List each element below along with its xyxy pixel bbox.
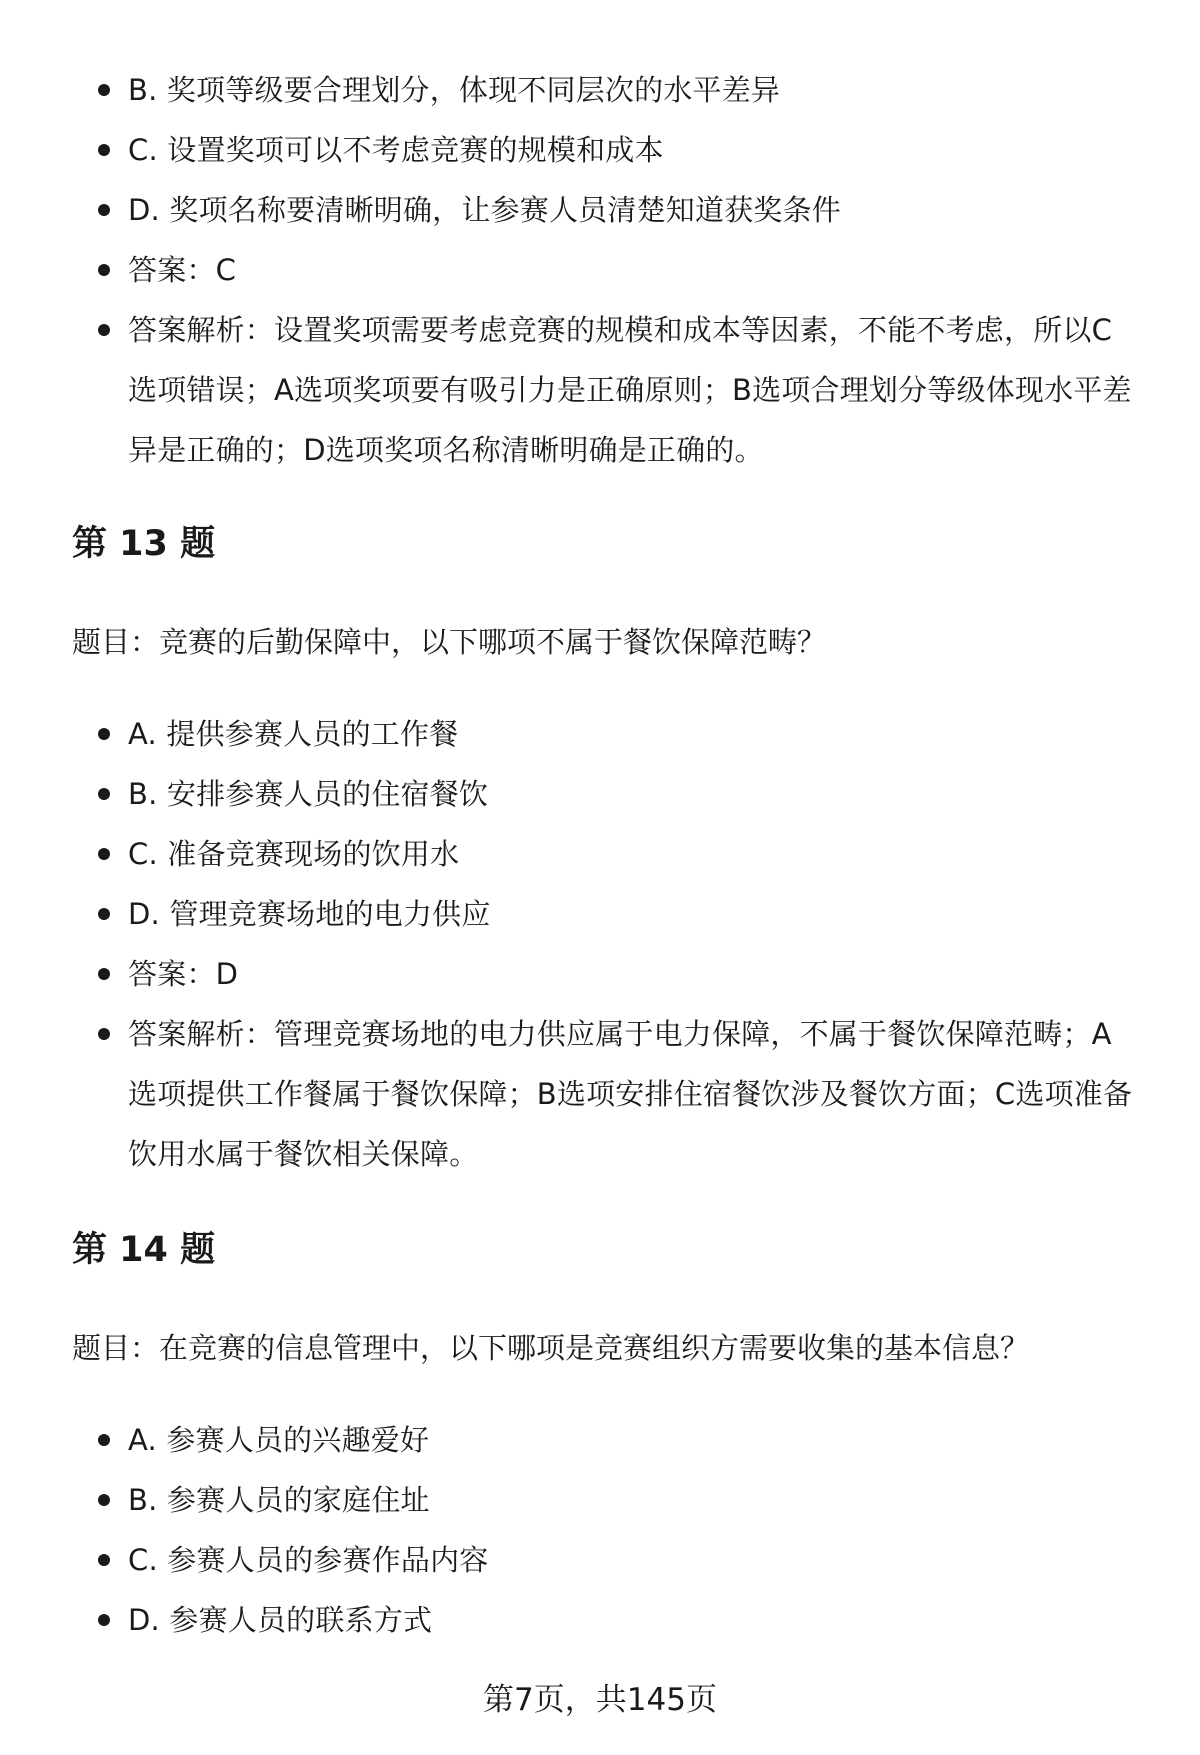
bullet-icon <box>98 848 110 860</box>
bullet-icon <box>98 908 110 920</box>
option-list <box>72 60 1162 480</box>
option-b: B. 参赛人员的家庭住址 <box>72 1470 1162 1530</box>
question-13-stem: 题目：竞赛的后勤保障中，以下哪项不属于餐饮保障范畴？ <box>72 625 827 659</box>
bullet-icon <box>98 144 110 156</box>
question-13-body <box>72 704 1162 1184</box>
question-14-heading: 第 14 题 <box>72 1230 216 1270</box>
bullet-icon <box>98 728 110 740</box>
question-12-tail <box>72 60 1162 480</box>
question-14-body <box>72 1410 1162 1650</box>
option-b: B. 安排参赛人员的住宿餐饮 <box>72 764 1162 824</box>
option-d: D. 管理竞赛场地的电力供应 <box>72 884 1162 944</box>
option-b: B. 奖项等级要合理划分，体现不同层次的水平差异 <box>72 60 1162 120</box>
bullet-icon <box>98 84 110 96</box>
answer-analysis: 答案解析：管理竞赛场地的电力供应属于电力保障，不属于餐饮保障范畴；A 选项提供工作餐属于餐饮保障；B选项安排住宿餐饮涉及餐饮方面；C选项准备 饮用水属于餐饮相关保障。 <box>72 1004 1162 1184</box>
option-d: D. 参赛人员的联系方式 <box>72 1590 1162 1650</box>
bullet-icon <box>98 324 110 336</box>
bullet-icon <box>98 204 110 216</box>
option-c: C. 设置奖项可以不考虑竞赛的规模和成本 <box>72 120 1162 180</box>
bullet-icon <box>98 788 110 800</box>
bullet-icon <box>98 1494 110 1506</box>
answer: 答案：D <box>72 944 1162 1004</box>
option-d: D. 奖项名称要清晰明确，让参赛人员清楚知道获奖条件 <box>72 180 1162 240</box>
option-c: C. 参赛人员的参赛作品内容 <box>72 1530 1162 1590</box>
answer: 答案：C <box>72 240 1162 300</box>
option-a: A. 提供参赛人员的工作餐 <box>72 704 1162 764</box>
answer-analysis: 答案解析：设置奖项需要考虑竞赛的规模和成本等因素，不能不考虑，所以C 选项错误；A选项奖项要有吸引力是正确原则；B选项合理划分等级体现水平差 异是正确的；D选项奖项名称清晰明确是正确的。 <box>72 300 1162 480</box>
bullet-icon <box>98 1434 110 1446</box>
option-c: C. 准备竞赛现场的饮用水 <box>72 824 1162 884</box>
question-13-heading: 第 13 题 <box>72 524 216 564</box>
question-14-stem: 题目：在竞赛的信息管理中，以下哪项是竞赛组织方需要收集的基本信息？ <box>72 1331 1030 1365</box>
option-a: A. 参赛人员的兴趣爱好 <box>72 1410 1162 1470</box>
bullet-icon <box>98 264 110 276</box>
page-number: 第7页，共145页 <box>483 1682 717 1718</box>
option-list <box>72 1410 1162 1650</box>
bullet-icon <box>98 1554 110 1566</box>
option-list <box>72 704 1162 1184</box>
bullet-icon <box>98 1614 110 1626</box>
bullet-icon <box>98 1028 110 1040</box>
bullet-icon <box>98 968 110 980</box>
